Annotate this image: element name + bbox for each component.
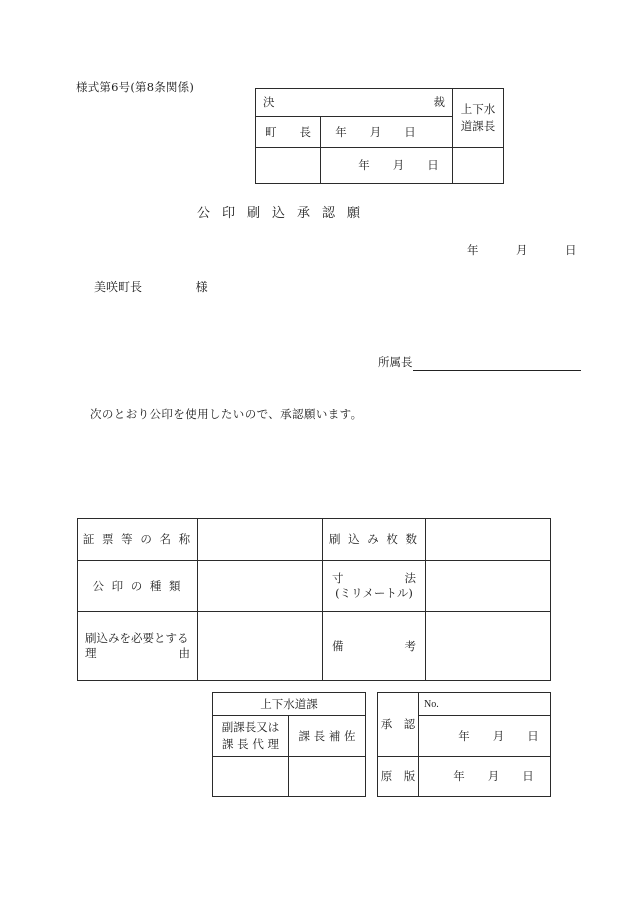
label-deputy-chief [213,716,289,757]
secondary-date-field[interactable] [321,148,453,184]
stamp-cell-mayor[interactable] [256,148,321,184]
label-seal-type-text: 公 印 の 種 類 [92,578,183,593]
decision-stamp-table [255,88,504,184]
label-deputy-chief-line2: 課 長 代 理 [222,737,279,751]
table-row [78,561,551,612]
addressee-name: 美咲町長 [94,280,143,294]
stamp-cell-division-chief[interactable] [453,148,504,184]
decision-table [255,88,504,184]
addressee-honorific: 様 [195,280,208,294]
document-date-line[interactable]: 年 月 日 [467,243,590,257]
table-row [213,716,366,757]
label-reason-line1: 刷込みを必要とする [85,631,189,646]
label-dimensions-b: 法 [404,571,416,586]
label-remarks-a: 備 [332,638,344,653]
seal-details-table [77,518,551,681]
table-row [213,757,366,797]
approval-record-table [377,692,551,797]
label-original-plate: 原 版 [378,757,419,797]
addressee-line [94,278,208,295]
label-dimensions-unit: (ミリメートル) [335,586,413,600]
label-assistant-chief: 課 長 補 佐 [289,716,366,757]
label-print-quantity [323,519,426,561]
label-remarks [323,612,426,681]
field-original-plate-date[interactable] [419,757,551,797]
approval-record-table-wrapper [377,692,551,797]
secondary-date-text: 年 月 日 [358,158,439,173]
affiliation-signature-field[interactable] [413,358,581,371]
field-reason[interactable] [198,612,323,681]
field-dimensions[interactable] [426,561,551,612]
label-remarks-b: 考 [404,638,416,653]
label-reason-line2-a: 理 [85,646,97,660]
field-approval-number[interactable] [419,693,551,716]
form-number: 様式第6号(第8条関係) [76,80,195,94]
field-seal-type[interactable] [198,561,323,612]
affiliation-line [378,354,581,371]
side-column-title [453,89,504,148]
table-row [256,89,504,117]
seal-details-table-wrapper [77,518,551,681]
label-dimensions [323,561,426,612]
page-title: 公印刷込承認願 [197,206,373,221]
label-dimensions-a: 寸 [332,571,344,586]
label-seal-type [78,561,198,612]
decision-header-left: 決 [263,95,275,110]
mayor-date-field[interactable] [321,117,453,148]
label-certificate-name [78,519,198,561]
original-plate-date-text: 年 月 日 [453,769,534,784]
mayor-label: 町 長 [256,117,321,148]
approval-date-text: 年 月 日 [458,728,539,743]
table-row [256,148,504,184]
table-row [378,757,551,797]
label-certificate-name-text: 証 票 等 の 名 称 [82,532,193,547]
division-stamp-table [212,692,366,797]
table-row [213,693,366,716]
decision-header-cell [256,89,453,117]
decision-header-right: 裁 [433,95,445,110]
stamp-cell-assistant-chief[interactable] [289,757,366,797]
table-row [378,693,551,716]
mayor-date-text: 年 月 日 [335,124,416,139]
side-column-line1: 上下水 [460,102,496,117]
affiliation-label: 所属長 [378,355,413,369]
label-reason-line2-b: 由 [178,646,190,660]
label-deputy-chief-line1: 副課長又は [221,720,280,735]
label-reason [78,612,198,681]
side-column-line2: 道課長 [460,119,496,133]
division-stamp-table-wrapper [212,692,366,797]
field-approval-date[interactable] [419,716,551,757]
stamp-cell-deputy-chief[interactable] [213,757,289,797]
label-print-quantity-text: 刷 込 み 枚 数 [328,532,420,547]
table-row [78,519,551,561]
field-remarks[interactable] [426,612,551,681]
division-header: 上下水道課 [213,693,366,716]
approval-number-label: No. [424,698,439,710]
field-certificate-name[interactable] [198,519,323,561]
field-print-quantity[interactable] [426,519,551,561]
body-text: 次のとおり公印を使用したいので、承認願います。 [90,407,363,421]
table-row [78,612,551,681]
label-approval: 承 認 [378,693,419,757]
